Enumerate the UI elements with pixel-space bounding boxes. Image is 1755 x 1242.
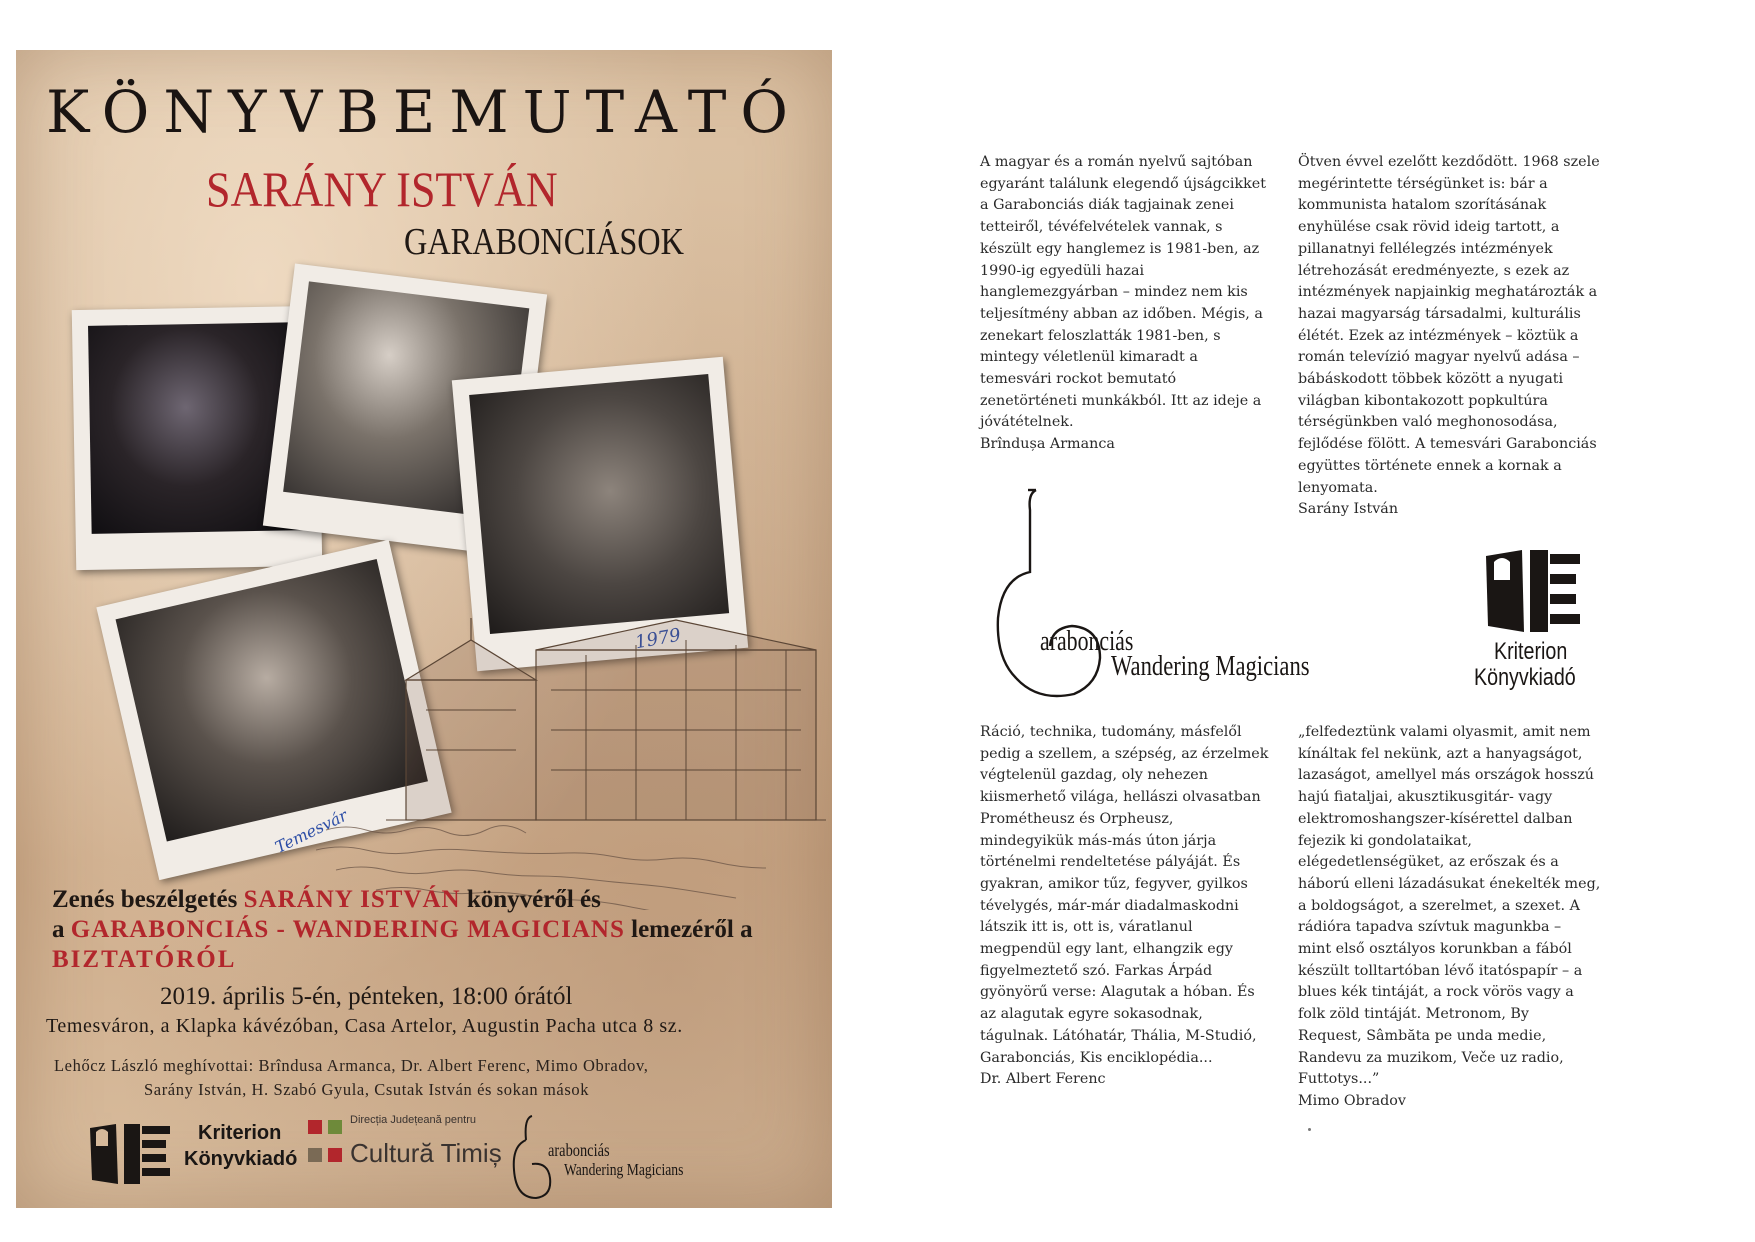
stray-mark xyxy=(1308,1128,1311,1131)
albert-signature: Dr. Albert Ferenc xyxy=(980,1071,1106,1088)
armanca-signature: Brîndușa Armanca xyxy=(980,436,1115,453)
kriterion-logo-text-1: Kriterion xyxy=(1494,638,1568,665)
event-line-2 xyxy=(52,916,753,944)
poster-logos xyxy=(86,1112,786,1202)
poster-author: SARÁNY ISTVÁN xyxy=(206,161,558,217)
event-line1-text: Zenés beszélgetés xyxy=(52,886,244,913)
albert-paragraph: Ráció, technika, tudomány, másfelől pedig a szellem, a szépség, az érzelmek végtelenül gazdag, oly nehezen kiismerhető világa, hellászi olvasatban Prométheusz és Orpheusz, mindegyikük más-más úton járja történelmi rendeltetése pályáját. És gyakran, amikor tűz, fegyver, gyilkos tévelygés, már-már diadalmaskodni látszik itt is, ott is, váratlanul megpendül egy lant, elhangzik egy figyelmeztető szó. Farkas Árpád gyönyörű verse: Alagutak a hóban. És az alagutak egyre sokasodnak, tágulnak. Látóhatár, Thália, M-Studió, Garabonciás, Kis enciklopédia... xyxy=(980,724,1269,1066)
garabonciás-name: arabonciás xyxy=(548,1140,610,1160)
event-date: 2019. április 5-én, pénteken, 18:00 órától xyxy=(160,983,573,1010)
wandering-magicians-name: Wandering Magicians xyxy=(564,1160,684,1179)
kriterion-logo-icon xyxy=(86,1118,176,1188)
event-guests-line-1: Lehőcz László meghívottai: Brîndusa Armanca, Dr. Albert Ferenc, Mimo Obradov, xyxy=(54,1056,649,1075)
event-line2-end: lemezéről a xyxy=(624,916,753,943)
kriterion-book-logo-icon xyxy=(1482,546,1582,636)
photo-caption-city: Temesvár xyxy=(272,805,351,857)
event-venue: Temesváron, a Klapka kávézóban, Casa Artelor, Augustin Pacha utca 8 sz. xyxy=(46,1015,683,1037)
text-block-armanca xyxy=(980,152,1280,456)
obradov-paragraph: „felfedeztünk valami olyasmit, amit nem kínáltak fel nekünk, azt a hanyagságot, lazaságot, amellyel más országok hosszú hajú fiataljai, akusztikusgitár- vagy elektromoshangszer-kísérettel dalban fejezik ki gondolataikat, elégedetlenségüket, az erőszak és a háború elleni lázadásukat énekelték meg, a boldogságot, a szerelmet, a szexet. A rádióra tapadva szívtuk magunkba – mint első osztályos korunkban a fából készült tolltartóban lévő itatóspapír – a blues kék tintáját, a rock vörös vagy a folk zöld tintáját. Metronom, By Request, Sâmbăta pe unda medie, Randevu za muzikom, Veče uz radio, Futtotys...” xyxy=(1298,724,1601,1088)
event-line1-end: könyvéről és xyxy=(460,886,601,913)
event-guests-line-2: Sarány István, H. Szabó Gyula, Csutak István és sokan mások xyxy=(144,1080,590,1099)
poster-title: KÖNYVBEMUTATÓ xyxy=(46,78,802,146)
kriterion-name-2: Könyvkiadó xyxy=(184,1148,298,1170)
kriterion-logo-text-2: Könyvkiadó xyxy=(1474,664,1576,691)
right-page xyxy=(868,0,1755,1242)
text-block-sarany xyxy=(1298,152,1628,521)
poster-band-name: GARABONCIÁSOK xyxy=(404,221,684,263)
armanca-paragraph: A magyar és a román nyelvű sajtóban egyaránt találunk elegendő újságcikket a Garabonciás diák tagjainak zenei tetteiről, tévéfelvételek vannak, s készült egy hanglemez is 1981-ben, az 1990-ig egyedüli hazai hanglemezgyárban – mindez nem kis teljesítmény abban az időben. Mégis, a zenekart feloszlatták 1981-ben, s mintegy véletlenül kimaradt a temesvári rockot bemutató zenetörténeti munkákból. Itt az ideje a jóvátételnek. xyxy=(980,154,1267,431)
building-sketch xyxy=(386,610,826,840)
sarany-signature: Sarány István xyxy=(1298,501,1399,518)
garabonciás-logo-text: arabonciás xyxy=(1040,626,1134,657)
event-author: SARÁNY ISTVÁN xyxy=(243,886,461,913)
event-line-3: BIZTATÓRÓL xyxy=(52,946,237,973)
event-album: GARABONCIÁS - WANDERING MAGICIANS xyxy=(70,916,625,943)
sarany-paragraph: Ötven évvel ezelőtt kezdődött. 1968 szele megérintette térségünket is: bár a kommunista hatalom szorításának enyhülése csak rövid ideig tartott, a pillanatnyi fellélegzés intézmények létrehozását eredményezte, s ezek az intézmények napjainkig meghatározták a hazai magyarság társadalmi, kulturális élétét. Ezek az intézmények – köztük a román televízió magyar nyelvű adása – bábáskodott többek között a nyugati világban kibontakozott popkultúra térségünkben való meghonosodása, fejlődése fölött. A temesvári Garabonciás együttes története ennek a kornak a lenyomata. xyxy=(1298,154,1600,496)
event-line-1 xyxy=(52,886,601,914)
garabonciás-guitar-logo-icon xyxy=(988,488,1348,718)
obradov-signature: Mimo Obradov xyxy=(1298,1092,1406,1109)
poster xyxy=(16,50,832,1208)
wandering-magicians-logo-text: Wandering Magicians xyxy=(1111,650,1310,682)
text-block-albert xyxy=(980,722,1280,1091)
cultura-logo-icon xyxy=(308,1118,346,1170)
kriterion-name-1: Kriterion xyxy=(198,1122,282,1144)
cultura-subtitle: Direcția Județeană pentru xyxy=(350,1114,476,1126)
text-block-obradov xyxy=(1298,722,1628,1113)
event-line2-text: a xyxy=(52,916,71,943)
cultura-title: Cultură Timiș xyxy=(350,1138,502,1168)
